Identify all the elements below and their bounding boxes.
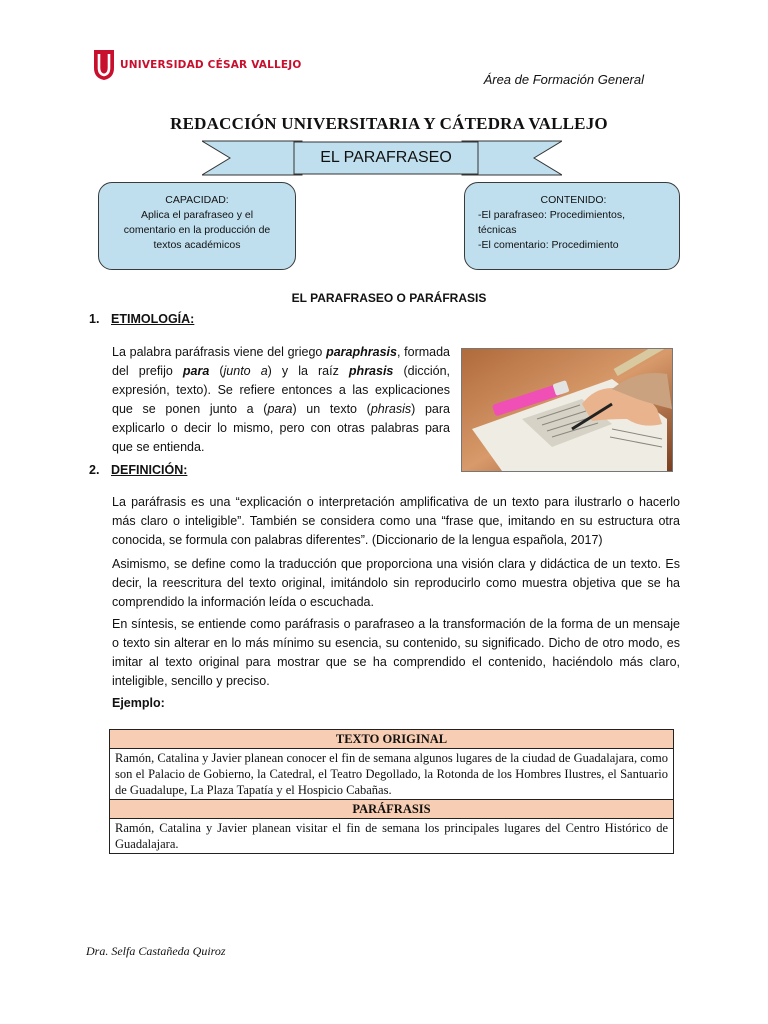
capacidad-box xyxy=(98,182,296,270)
table-row xyxy=(110,730,674,749)
writing-photo xyxy=(461,348,673,472)
area-label: Área de Formación General xyxy=(483,72,644,87)
contenido-box xyxy=(464,182,680,270)
text-run: ) y la raíz xyxy=(267,364,349,378)
ucv-logo-icon xyxy=(94,50,114,80)
original-header: TEXTO ORIGINAL xyxy=(110,730,674,749)
table-row xyxy=(110,819,674,854)
text-run: La palabra paráfrasis viene del griego xyxy=(112,345,327,359)
ejemplo-label: Ejemplo: xyxy=(112,696,165,710)
contenido-line: técnicas xyxy=(478,224,517,236)
paraphrase-header: PARÁFRASIS xyxy=(110,800,674,819)
term-para: para xyxy=(182,364,210,378)
table-row xyxy=(110,800,674,819)
university-logo xyxy=(94,50,302,80)
definicion-paragraph-1: La paráfrasis es una “explicación o interpretación amplificativa de un texto para ilustrarlo o hacerlo más claro o inteligible”. También se considera como una “frase que, imitando en su estructura otra conocida, se formula con palabras diferentes”. (Diccionario de la lengua española, 2017) xyxy=(112,495,680,547)
example-table xyxy=(109,729,674,854)
contenido-label: CONTENIDO: xyxy=(540,194,607,206)
paraphrase-text: Ramón, Catalina y Javier planean visitar el fin de semana los principales lugares del Centro Histórico de Guadalajara. xyxy=(110,819,674,854)
definicion-heading xyxy=(89,463,187,477)
etimologia-heading xyxy=(89,312,194,326)
capacidad-line: Aplica el parafraseo y el xyxy=(140,209,254,221)
capacidad-label: CAPACIDAD: xyxy=(165,194,229,206)
term-junto-a: junto a xyxy=(223,364,268,378)
page-title: REDACCIÓN UNIVERSITARIA Y CÁTEDRA VALLEJO xyxy=(170,114,608,133)
heading-label: DEFINICIÓN: xyxy=(111,463,188,477)
term-phrasis: phrasis xyxy=(348,364,394,378)
university-name: UNIVERSIDAD CÉSAR VALLEJO xyxy=(120,59,302,71)
heading-number: 1. xyxy=(89,312,100,326)
text-run: , formada del prefijo xyxy=(112,345,450,378)
text-run: (dicción, expresión, texto). Se refiere entonces a las explicaciones que se ponen junto a ( xyxy=(112,364,451,416)
text-run: ) para explicarlo o decir lo mismo, pero con otras palabras para que se entienda. xyxy=(112,402,451,454)
text-run: ( xyxy=(209,364,224,378)
contenido-line: -El parafraseo: Procedimientos, xyxy=(478,209,626,221)
term-phrasis: phrasis xyxy=(370,402,412,416)
term-para: para xyxy=(267,402,293,416)
ribbon-title: EL PARAFRASEO xyxy=(320,149,452,166)
writing-illustration-icon xyxy=(462,349,672,471)
author-footer: Dra. Selfa Castañeda Quiroz xyxy=(86,944,226,958)
contenido-line: -El comentario: Procedimiento xyxy=(478,239,619,251)
heading-number: 2. xyxy=(89,463,100,477)
term-paraphrasis: paraphrasis xyxy=(326,345,397,359)
table-row xyxy=(110,749,674,800)
capacidad-line: textos académicos xyxy=(153,239,241,251)
heading-label: ETIMOLOGÍA: xyxy=(111,312,195,326)
capacidad-line: comentario en la producción de xyxy=(123,224,271,236)
original-text: Ramón, Catalina y Javier planean conocer el fin de semana algunos lugares de la ciudad de Guadalajara, como son el Palacio de Gobierno, la Catedral, el Teatro Degollado, la Rotonda de los Hombres Ilustres, el Santuario de Guadalupe, La Plaza Tapatía y el Hospicio Cabañas. xyxy=(110,749,674,800)
section-title: EL PARAFRASEO O PARÁFRASIS xyxy=(291,291,487,305)
text-run: ) un texto ( xyxy=(292,402,371,416)
etimologia-paragraph xyxy=(112,343,450,457)
definicion-paragraph-2: Asimismo, se define como la traducción que proporciona una visión clara y didáctica de un texto. Es decir, la reescritura del texto original, imitándolo sin reproducirlo como muestra objetiva que se ha comprendido la información leída o escuchada. xyxy=(112,557,680,609)
definicion-paragraph-3: En síntesis, se entiende como paráfrasis o parafraseo a la transformación de la forma de un mensaje o texto sin alterar en lo más mínimo su esencia, su contenido, su significado. Dicho de otro modo, es imitar al texto original para mostrar que se ha comprendido el contenido, haciéndolo más claro, inteligible, sencillo y preciso. xyxy=(112,617,680,688)
